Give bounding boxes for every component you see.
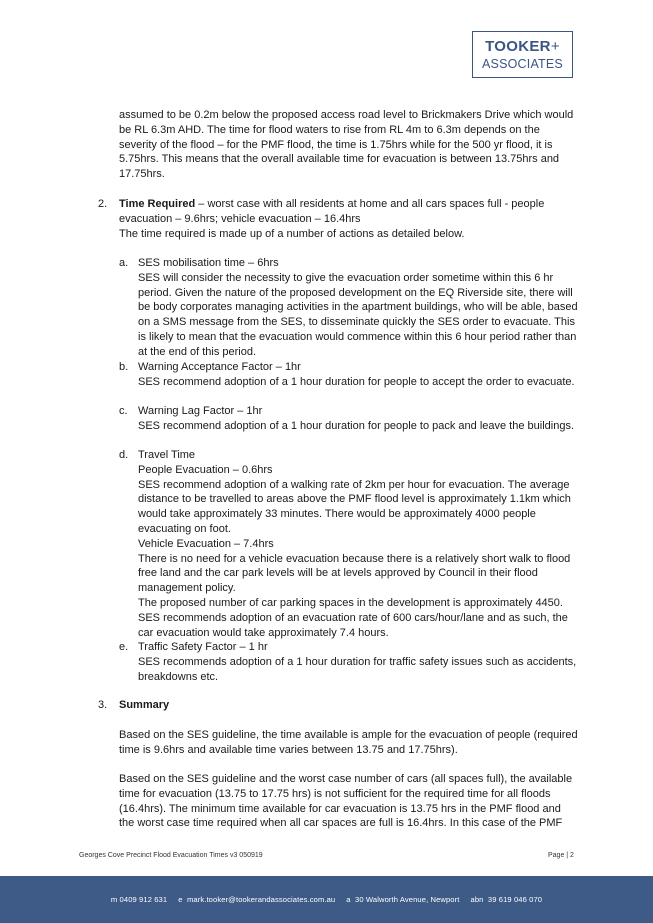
section-summary-heading: Summary [119, 699, 170, 711]
list-item-travel-time: Travel Time People Evacuation – 0.6hrs SES recommend adoption of a walking rate of 2km per hour for evacuation. The average distance to be travelled to areas above the PMF flood level is approximately 1.1km which would take approximately 33 minutes. There would be approximately 4000 people evacuating on foot. Vehicle Evacuation – 7.4hrs There is no need for a vehicle evacuation because there is a relatively short walk to flood free land and the car park levels will be at levels approved by Council in their flood management policy. The proposed number of car parking spaces in the development is approximately 4450. SES recommends adoption of an evacuation rate of 600 cars/hour/lane and as such, the car evacuation would take approximately 7.4 hours. [138, 449, 571, 639]
list-item-warning-acceptance: Warning Acceptance Factor – 1hr SES recommend adoption of a 1 hour duration for people to accept the order to evacuate. [138, 361, 575, 388]
footer-document-title: Georges Cove Precinct Flood Evacuation Times v3 050919 [79, 852, 263, 859]
list-letter: b. [119, 361, 129, 373]
contact-details: m 0409 912 631 e mark.tooker@tookerandassociates.com.au a 30 Walworth Avenue, Newport abn 39 619 046 070 [110, 895, 543, 904]
list-letter: c. [119, 405, 128, 417]
list-item-mobilisation: SES mobilisation time – 6hrs SES will consider the necessity to give the evacuation order sometime within this 6 hr period. Given the nature of the proposed development on the EQ Riverside site, there will be body corporates managing activities in the apartment buildings, who will be able, based on a SMS message from the SES, to disseminate quickly the SES order to evacuate. This is likely to mean that the evacuation would commence within this 6 hour period rather than at the end of this period. [138, 257, 578, 358]
section-time-required-intro: The time required is made up of a number of actions as detailed below. [119, 228, 465, 240]
list-letter: a. [119, 257, 129, 269]
footer-page-number: Page | 2 [548, 852, 574, 859]
summary-paragraph-2: Based on the SES guideline and the worst case number of cars (all spaces full), the available time for evacuation (13.75 to 17.75 hrs) is not sufficient for the required time for all floods (16.4hrs). The minimum time available for car evacuation is 13.75 hrs in the PMF flood and the worst case time required when all car spaces are full is 16.4hrs. In this case of the PMF [119, 773, 573, 830]
company-logo: TOOKER+ ASSOCIATES [472, 31, 573, 78]
list-item-warning-lag: Warning Lag Factor – 1hr SES recommend adoption of a 1 hour duration for people to pack and leave the buildings. [138, 405, 575, 432]
list-letter: d. [119, 449, 129, 461]
continuation-paragraph: assumed to be 0.2m below the proposed access road level to Brickmakers Drive which would be RL 6.3m AHD. The time for flood waters to rise from RL 4m to 6.3m depends on the severity of the flood – for the PMF flood, the time is 1.75hrs while for the 500 yr flood, it is 5.75hrs. This means that the overall available time for evacuation is between 13.75hrs and 17.75hrs. [119, 109, 574, 181]
contact-bar [0, 876, 653, 923]
list-item-traffic-safety: Traffic Safety Factor – 1 hr SES recommends adoption of a 1 hour duration for traffic safety issues such as accidents, breakdowns etc. [138, 641, 577, 683]
summary-paragraph-1: Based on the SES guideline, the time available is ample for the evacuation of people (required time is 9.6hrs and available time varies between 13.75 and 17.75hrs). [119, 729, 578, 756]
section-number: 2. [98, 198, 108, 210]
list-letter: e. [119, 641, 129, 653]
section-number: 3. [98, 699, 108, 711]
section-time-required-heading: Time Required – worst case with all residents at home and all cars spaces full - people evacuation – 9.6hrs; vehicle evacuation – 16.4hrs [119, 198, 545, 225]
